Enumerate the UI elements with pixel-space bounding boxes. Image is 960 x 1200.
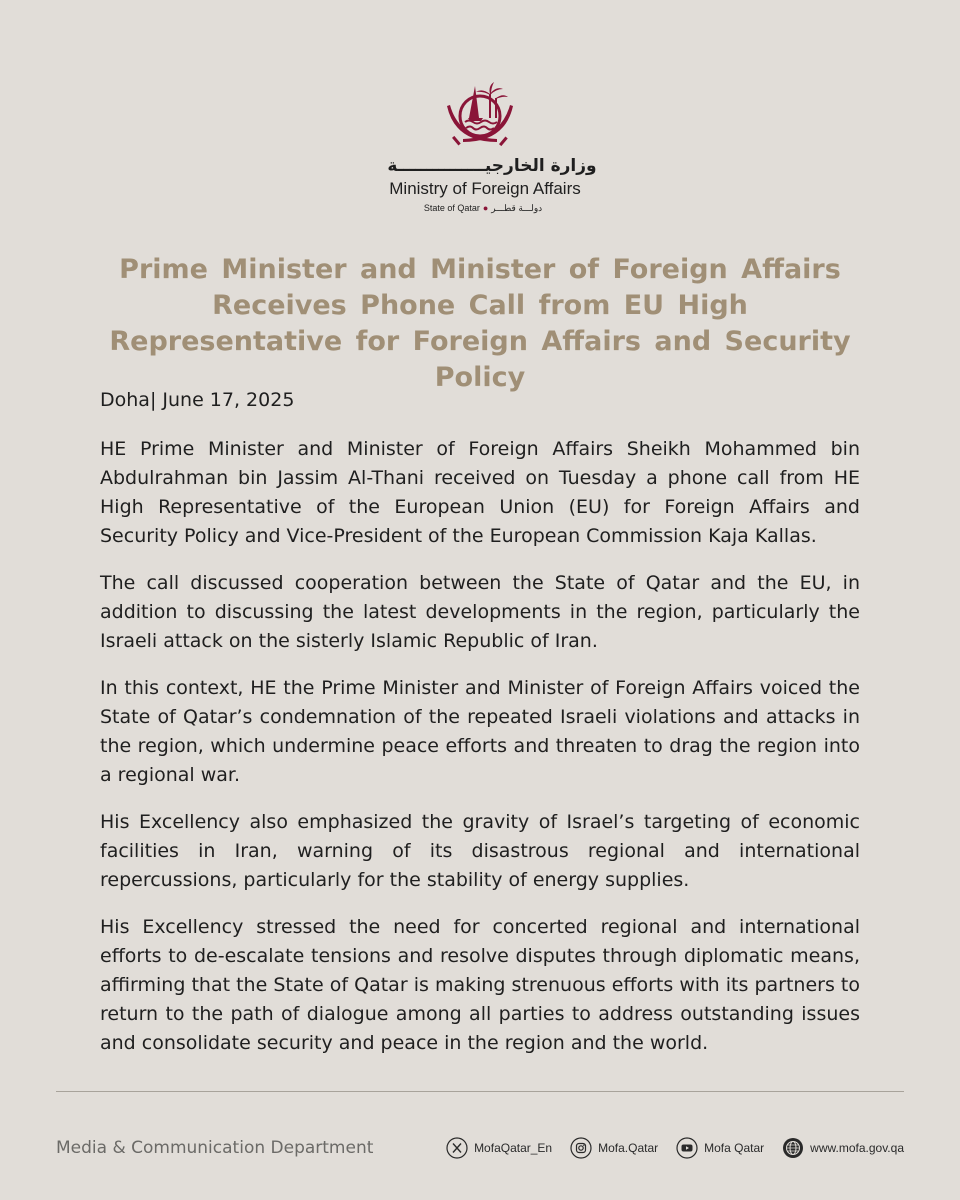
ministry-name-english: Ministry of Foreign Affairs xyxy=(389,179,581,198)
footer xyxy=(56,1128,904,1168)
ministry-logo xyxy=(0,72,960,214)
social-link-x[interactable] xyxy=(446,1137,552,1159)
x-icon xyxy=(446,1137,468,1159)
youtube-icon xyxy=(676,1137,698,1159)
paragraph: In this context, HE the Prime Minister and Minister of Foreign Affairs voiced the State of Qatar’s condemnation of the repeated Israeli violations and attacks in the region, which undermine peace efforts and threaten to drag the region into a regional war. xyxy=(100,677,860,786)
state-line xyxy=(0,203,960,214)
social-label: www.mofa.gov.qa xyxy=(810,1141,904,1155)
state-name-arabic: دولـــة قطـــر xyxy=(491,203,543,213)
social-links xyxy=(446,1137,904,1159)
globe-icon xyxy=(782,1137,804,1159)
ministry-name-arabic: وزارة الخارجيـــــــــــــــة xyxy=(387,156,597,176)
paragraph: HE Prime Minister and Minister of Foreign Affairs Sheikh Mohammed bin Abdulrahman bin Jassim Al-Thani received on Tuesday a phone call from HE High Representative of the European Union (EU) for Foreign Affairs and Security Policy and Vice-President of the European Commission Kaja Kallas. xyxy=(100,438,860,547)
paragraph: His Excellency stressed the need for concerted regional and international efforts to de-escalate tensions and resolve disputes through diplomatic means, affirming that the State of Qatar is making strenuous efforts with its partners to return to the path of dialogue among all parties to address outstanding issues and consolidate security and peace in the region and the world. xyxy=(100,916,860,1054)
instagram-icon xyxy=(570,1137,592,1159)
separator-dot-icon: ● xyxy=(482,203,489,213)
social-label: MofaQatar_En xyxy=(474,1141,553,1155)
qatar-emblem-icon xyxy=(435,72,525,152)
state-name-english: State of Qatar xyxy=(423,203,480,213)
paragraph: The call discussed cooperation between the State of Qatar and the EU, in addition to discussing the latest developments in the region, particularly the Israeli attack on the sisterly Islamic Republic of Iran. xyxy=(100,572,860,652)
dateline: Doha| June 17, 2025 xyxy=(100,389,295,411)
social-link-instagram[interactable] xyxy=(570,1137,658,1159)
article-title: Prime Minister and Minister of Foreign Affairs Receives Phone Call from EU High Representative for Foreign Affairs and Security Policy xyxy=(109,254,851,393)
department-name: Media & Communication Department xyxy=(56,1138,374,1158)
social-label: Mofa Qatar xyxy=(704,1141,765,1155)
paragraph: His Excellency also emphasized the gravity of Israel’s targeting of economic facilities in Iran, warning of its disastrous regional and international repercussions, particularly for the stability of energy supplies. xyxy=(100,811,860,891)
social-link-youtube[interactable] xyxy=(676,1137,764,1159)
footer-divider xyxy=(56,1091,904,1092)
article-body xyxy=(100,386,860,1076)
social-label: Mofa.Qatar xyxy=(598,1141,659,1155)
social-link-website[interactable] xyxy=(782,1137,904,1159)
